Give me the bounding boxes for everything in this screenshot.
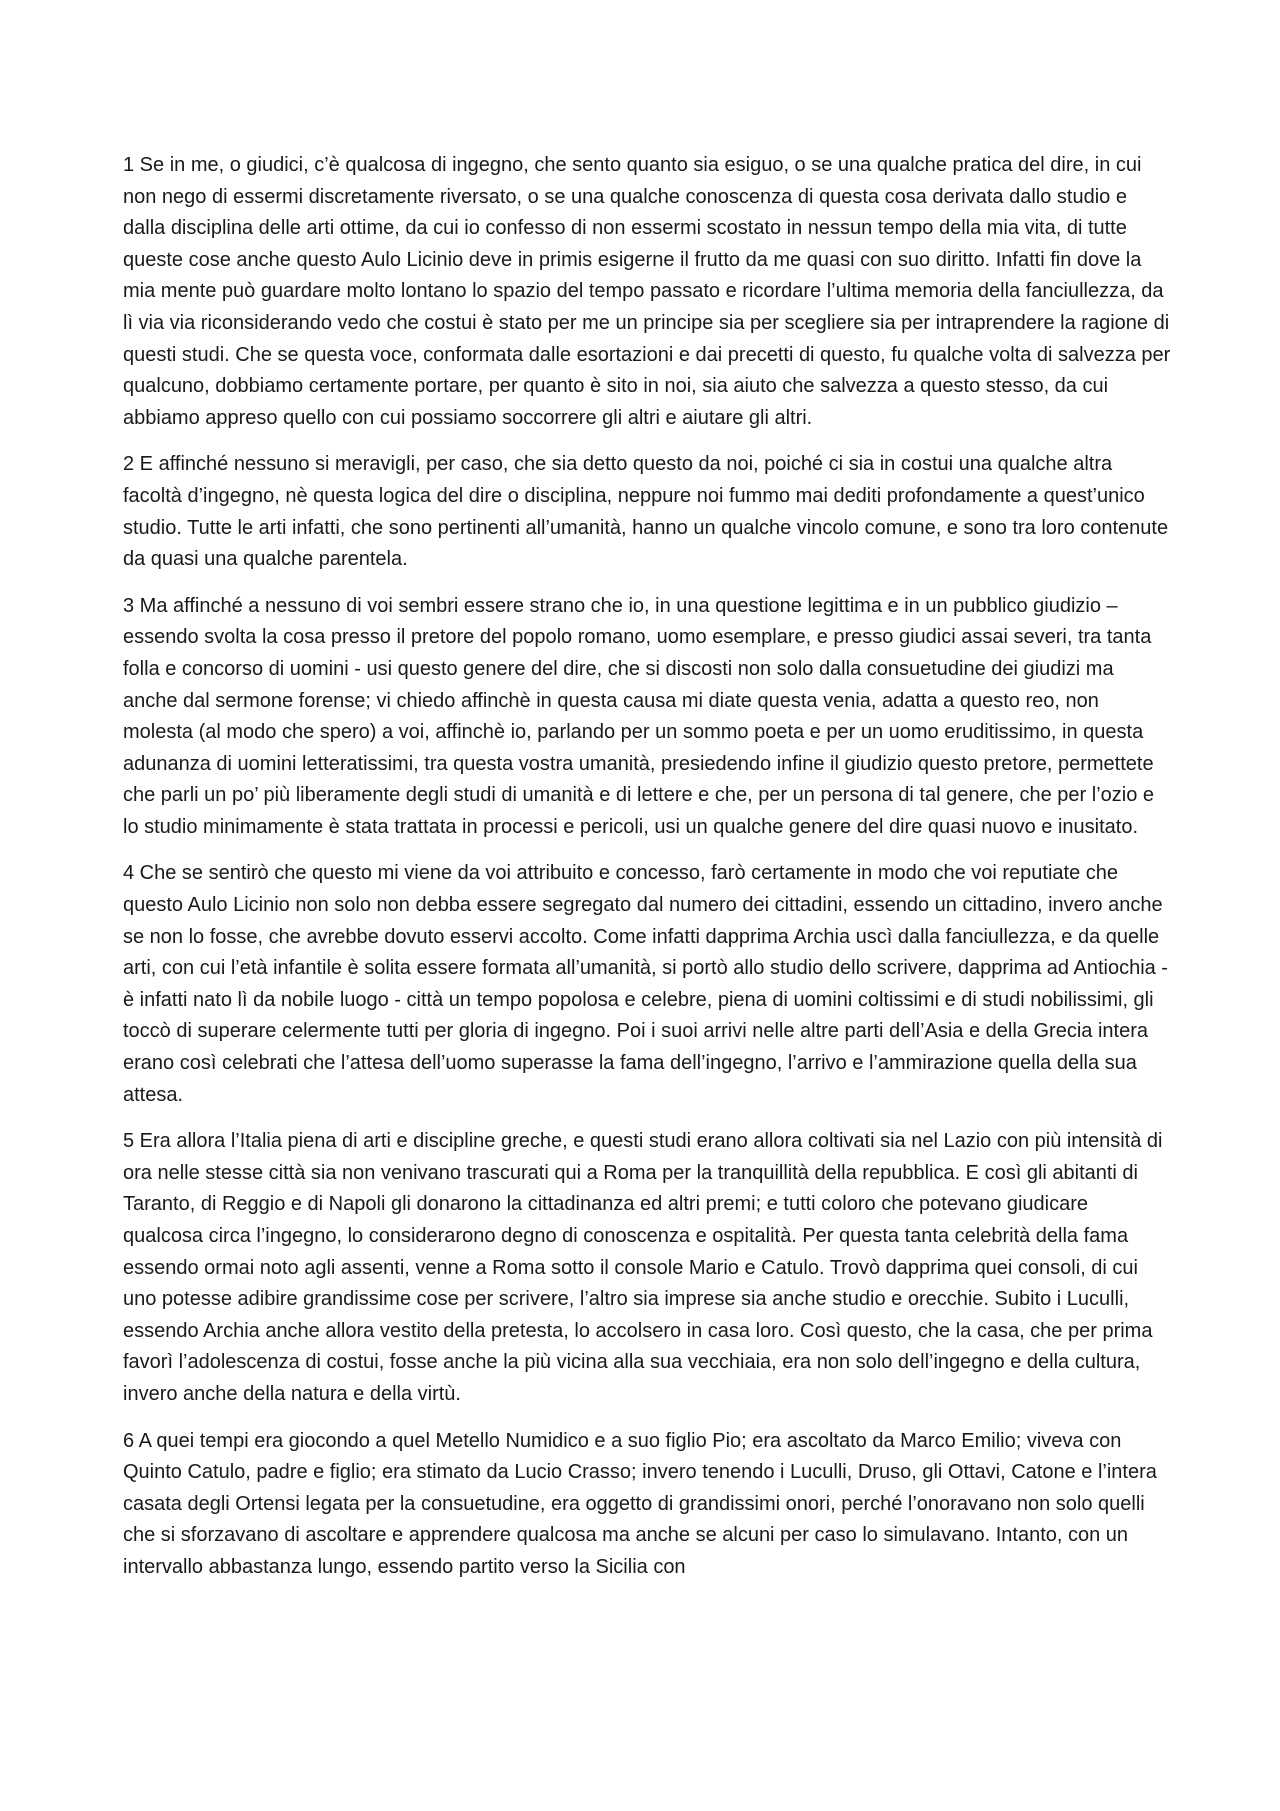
document-page bbox=[123, 150, 1171, 1599]
paragraph-2: 2 E affinché nessuno si meravigli, per caso, che sia detto questo da noi, poiché ci sia in costui una qualche altra facoltà d’ingegno, nè questa logica del dire o disciplina, neppure noi fummo mai dediti profondamente a quest’unico studio. Tutte le arti infatti, che sono pertinenti all’umanità, hanno un qualche vincolo comune, e sono tra loro contenute da quasi una qualche parentela. bbox=[123, 453, 1169, 571]
paragraph-6: 6 A quei tempi era giocondo a quel Metello Numidico e a suo figlio Pio; era ascoltato da Marco Emilio; viveva con Quinto Catulo, padre e figlio; era stimato da Lucio Crasso; invero tenendo i Luculli, Druso, gli Ottavi, Catone e l’intera casata degli Ortensi legata per la consuetudine, era oggetto di grandissimi onori, perché l’onoravano non solo quelli che si sforzavano di ascoltare e apprendere qualcosa ma anche se alcuni per caso lo simulavano. Intanto, con un intervallo abbastanza lungo, essendo partito verso la Sicilia con bbox=[123, 1429, 1157, 1578]
paragraph-5: 5 Era allora l’Italia piena di arti e discipline greche, e questi studi erano allora coltivati sia nel Lazio con più intensità di ora nelle stesse città sia non venivano trascurati qui a Roma per la tranquillità della repubblica. E così gli abitanti di Taranto, di Reggio e di Napoli gli donarono la cittadinanza ed altri premi; e tutti coloro che potevano giudicare qualcosa circa l’ingegno, lo considerarono degno di conoscenza e ospitalità. Per questa tanta celebrità della fama essendo ormai noto agli assenti, venne a Roma sotto il console Mario e Catulo. Trovò dapprima quei consoli, di cui uno potesse adibire grandissime cose per scrivere, l’altro sia imprese sia anche studio e orecchie. Subito i Luculli, essendo Archia anche allora vestito della pretesta, lo accolsero in casa loro. Così questo, che la casa, che per prima favorì l’adolescenza di costui, fosse anche la più vicina alla sua vecchiaia, era non solo dell’ingegno e della cultura, invero anche della natura e della virtù. bbox=[123, 1130, 1163, 1405]
paragraph-3: 3 Ma affinché a nessuno di voi sembri essere strano che io, in una questione legittima e in un pubblico giudizio – essendo svolta la cosa presso il pretore del popolo romano, uomo esemplare, e presso giudici assai severi, tra tanta folla e concorso di uomini - usi questo genere del dire, che si discosti non solo dalla consuetudine dei giudizi ma anche dal sermone forense; vi chiedo affinchè in questa causa mi diate questa venia, adatta a questo reo, non molesta (al modo che spero) a voi, affinchè io, parlando per un sommo poeta e per un uomo eruditissimo, in questa adunanza di uomini letteratissimi, tra questa vostra umanità, presiedendo infine il giudizio questo pretore, permettete che parli un po’ più liberamente degli studi di umanità e di lettere e che, per un persona di tal genere, che per l’ozio e lo studio minimamente è stata trattata in processi e pericoli, usi un qualche genere del dire quasi nuovo e inusitato. bbox=[123, 594, 1155, 838]
paragraph-4: 4 Che se sentirò che questo mi viene da voi attribuito e concesso, farò certamente in modo che voi reputiate che questo Aulo Licinio non solo non debba essere segregato dal numero dei cittadini, essendo un cittadino, invero anche se non lo fosse, che avrebbe dovuto esservi accolto. Come infatti dapprima Archia uscì dalla fanciullezza, e da quelle arti, con cui l’età infantile è solita essere formata all’umanità, si portò allo studio dello scrivere, dapprima ad Antiochia - è infatti nato lì da nobile luogo - città un tempo popolosa e celebre, piena di uomini coltissimi e di studi nobilissimi, gli toccò di superare celermente tutti per gloria di ingegno. Poi i suoi arrivi nelle altre parti dell’Asia e della Grecia intera erano così celebrati che l’attesa dell’uomo superasse la fama dell’ingegno, l’arrivo e l’ammirazione quella della sua attesa. bbox=[123, 862, 1168, 1106]
paragraph-1: 1 Se in me, o giudici, c’è qualcosa di ingegno, che sento quanto sia esiguo, o se una qualche pratica del dire, in cui non nego di essermi discretamente riversato, o se una qualche conoscenza di questa cosa derivata dallo studio e dalla disciplina delle arti ottime, da cui io confesso di non essermi scostato in nessun tempo della mia vita, di tutte queste cose anche questo Aulo Licinio deve in primis esigerne il frutto da me quasi con suo diritto. Infatti fin dove la mia mente può guardare molto lontano lo spazio del tempo passato e ricordare l’ultima memoria della fanciullezza, da lì via via riconsiderando vedo che costui è stato per me un principe sia per scegliere sia per intraprendere la ragione di questi studi. Che se questa voce, conformata dalle esortazioni e dai precetti di questo, fu qualche volta di salvezza per qualcuno, dobbiamo certamente portare, per quanto è sito in noi, sia aiuto che salvezza a questo stesso, da cui abbiamo appreso quello con cui possiamo soccorrere gli altri e aiutare gli altri. bbox=[123, 154, 1171, 429]
